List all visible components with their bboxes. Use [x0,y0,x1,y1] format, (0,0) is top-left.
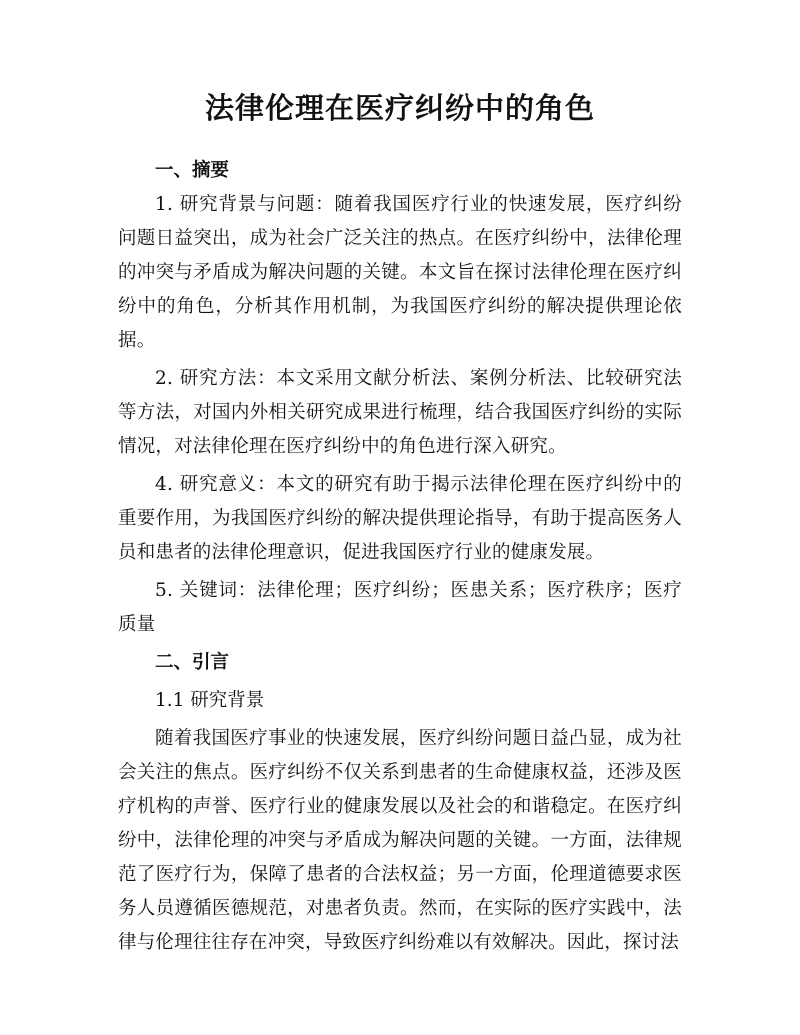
subheading-research-background: 1.1 研究背景 [155,690,265,711]
abstract-paragraph-method: 2. 研究方法：本文采用文献分析法、案例分析法、比较研究法等方法，对国内外相关研究成果进行梳理，结合我国医疗纠纷的实际情况，对法律伦理在医疗纠纷中的角色进行深入研究。 [118,368,682,457]
intro-paragraph: 随着我国医疗事业的快速发展，医疗纠纷问题日益凸显，成为社会关注的焦点。医疗纠纷不仅关系到患者的生命健康权益，还涉及医疗机构的声誉、医疗行业的健康发展以及社会的和谐稳定。在医疗纠纷中，法律伦理的冲突与矛盾成为解决问题的关键。一方面，法律规范了医疗行为，保障了患者的合法权益；另一方面，伦理道德要求医务人员遵循医德规范，对患者负责。然而，在实际的医疗实践中，法律与伦理往往存在冲突，导致医疗纠纷难以有效解决。因此，探讨法 [118,728,682,953]
section-heading-introduction: 二、引言 [155,652,230,673]
abstract-paragraph-significance: 4. 研究意义：本文的研究有助于揭示法律伦理在医疗纠纷中的重要作用，为我国医疗纠纷的解决提供理论指导，有助于提高医务人员和患者的法律伦理意识，促进我国医疗行业的健康发展。 [118,474,682,563]
section-introduction [118,646,682,960]
section-abstract [118,154,682,646]
section-heading-abstract: 一、摘要 [155,160,230,181]
abstract-paragraph-background: 1. 研究背景与问题：随着我国医疗行业的快速发展，医疗纠纷问题日益突出，成为社会广泛关注的热点。在医疗纠纷中，法律伦理的冲突与矛盾成为解决问题的关键。本文旨在探讨法律伦理在医疗纠纷中的角色，分析其作用机制，为我国医疗纠纷的解决提供理论依据。 [118,194,682,351]
document-title: 法律伦理在医疗纠纷中的角色 [204,91,595,125]
abstract-paragraph-keywords: 5. 关键词：法律伦理；医疗纠纷；医患关系；医疗秩序；医疗质量 [118,580,682,635]
